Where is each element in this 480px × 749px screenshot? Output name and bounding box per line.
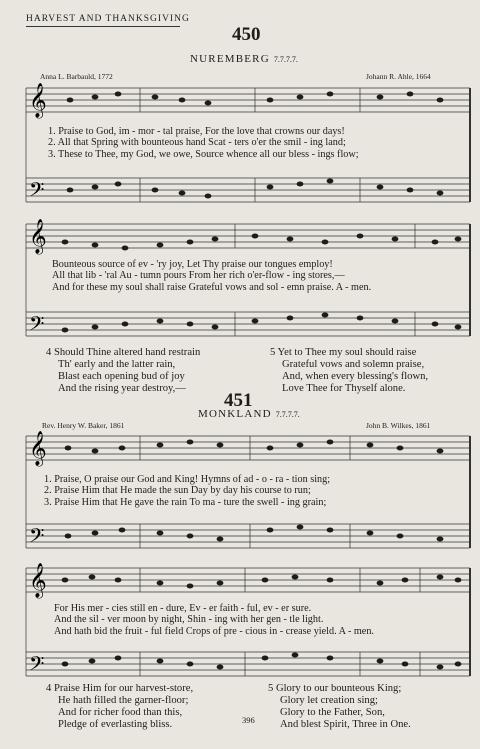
lyric-line: All that lib - 'ral Au - tumn pours From her rich o'er-flow - ing stores,—: [52, 270, 345, 282]
hymn-number: 450: [232, 24, 261, 45]
tune-meter: 7.7.7.7.: [275, 410, 300, 419]
lyric-line: For His mer - cies still en - dure, Ev - er faith - ful, ev - er sure.: [54, 603, 312, 614]
lyric-line: 3. Praise Him that He gave the rain To ma - ture the swell - ing grain;: [44, 496, 327, 508]
lyric-line: And hath bid the fruit - ful field Crops of pre - cious in - crease yield. A - men.: [54, 625, 374, 637]
verse-line: 5 Yet to Thee my soul should raise: [270, 347, 417, 358]
verse-line: And the rising year destroy,—: [58, 383, 186, 394]
svg-text:𝄢: 𝄢: [29, 652, 45, 680]
words-credit: Anna L. Barbauld, 1772: [40, 72, 113, 81]
verse-line: 5 Glory to our bounteous King;: [268, 683, 402, 694]
verse-line: Glory to the Father, Son,: [280, 707, 385, 718]
verse-line: And, when every blessing's flown,: [282, 371, 429, 382]
verse-line: Th' early and the latter rain,: [58, 359, 176, 370]
music-credit: John B. Wilkes, 1861: [366, 421, 431, 430]
running-head: HARVEST AND THANKSGIVING: [26, 14, 190, 24]
verse-line: Blast each opening bud of joy: [58, 371, 185, 382]
tune-meter: 7.7.7.7.: [273, 55, 298, 64]
lyric-line: Bounteous source of ev - 'ry joy, Let Thy praise our tongues employ!: [52, 259, 333, 270]
page-number: 396: [242, 715, 255, 725]
lyric-line: And for these my soul shall raise Grateful vows and sol - emn praise. A - men.: [52, 281, 372, 293]
svg-text:𝄢: 𝄢: [29, 524, 45, 552]
tune-title: NUREMBERG: [190, 53, 270, 65]
stanza-451-5: [268, 683, 411, 731]
music-credit: Johann R. Ahle, 1664: [366, 72, 431, 81]
lyric-line: 2. All that Spring with bounteous hand Scat - ters o'er the smil - ing land;: [48, 137, 346, 149]
svg-text:𝄞: 𝄞: [29, 219, 47, 254]
lyrics-451-system-2: [54, 603, 374, 637]
words-credit: Rev. Henry W. Baker, 1861: [42, 421, 125, 430]
verse-line: Love Thee for Thyself alone.: [282, 383, 406, 394]
verse-line: 4 Praise Him for our harvest-store,: [46, 683, 194, 694]
verse-line: Glory let creation sing;: [280, 695, 378, 706]
stanza-451-4: [46, 683, 193, 731]
hymn-number: 451: [224, 390, 253, 411]
lyric-line: 1. Praise, O praise our God and King! Hymns of ad - o - ra - tion sing;: [44, 474, 331, 485]
svg-text:𝄢: 𝄢: [29, 312, 45, 340]
svg-text:𝄞: 𝄞: [29, 431, 47, 466]
verse-line: And blest Spirit, Three in One.: [280, 719, 411, 730]
verse-line: Grateful vows and solemn praise,: [282, 359, 425, 370]
verse-line: 4 Should Thine altered hand restrain: [46, 347, 201, 358]
svg-text:𝄞: 𝄞: [29, 563, 47, 598]
verse-line: Pledge of everlasting bliss.: [58, 719, 173, 730]
lyric-line: 2. Praise Him that He made the sun Day by day his course to run;: [44, 485, 311, 497]
lyric-line: 1. Praise to God, im - mor - tal praise, For the love that crowns our days!: [48, 126, 345, 137]
lyric-line: 3. These to Thee, my God, we owe, Source whence all our bless - ings flow;: [48, 148, 359, 160]
verse-line: He hath filled the garner-floor;: [58, 695, 189, 706]
lyric-line: And the sil - ver moon by night, Shin - ing with her gen - tle light.: [54, 614, 324, 626]
svg-text:𝄢: 𝄢: [29, 178, 45, 206]
tune-title: MONKLAND: [198, 408, 272, 420]
svg-text:𝄞: 𝄞: [29, 83, 47, 118]
verse-line: And for richer food than this,: [58, 707, 183, 718]
